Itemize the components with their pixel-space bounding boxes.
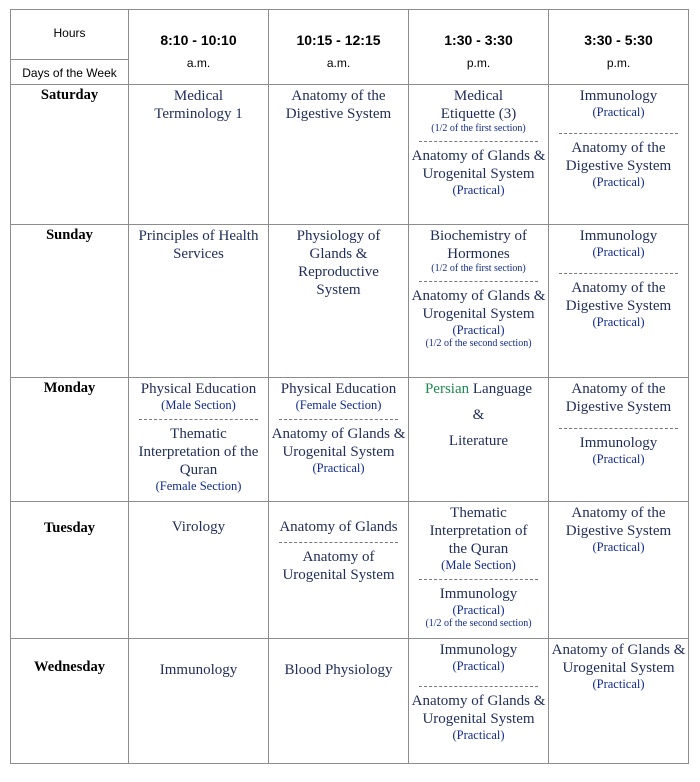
course-title: Physical Education <box>140 381 257 397</box>
course-title: Anatomy of Glands & Urogenital System <box>411 148 546 182</box>
day-cell: Monday <box>11 378 129 502</box>
course-title: Anatomy of the Digestive System <box>565 140 672 174</box>
course-title: Anatomy of the Digestive System <box>285 88 392 122</box>
slot-period: a.m. <box>186 56 211 70</box>
class-cell <box>549 378 689 502</box>
class-cell <box>409 85 549 225</box>
section-note: (1/2 of the second section) <box>425 618 532 629</box>
slot-time: 1:30 - 3:30 <box>444 32 513 48</box>
course-sub: (Practical) <box>592 315 645 329</box>
class-cell <box>409 378 549 502</box>
course-title: Virology <box>171 519 226 535</box>
course-title: Immunology <box>439 642 518 658</box>
course-title: Thematic Interpretation of the Quran <box>138 426 259 478</box>
class-cell <box>549 639 689 764</box>
slot-time: 8:10 - 10:10 <box>160 32 237 48</box>
class-cell <box>129 85 269 225</box>
course-sub: (Practical) <box>592 677 645 691</box>
row-saturday <box>11 85 689 225</box>
course-sub: (Female Section) <box>295 398 382 412</box>
divider <box>419 281 538 282</box>
divider <box>559 273 678 274</box>
course-sub: (Practical) <box>452 728 505 742</box>
course-title: Medical Terminology 1 <box>154 88 243 122</box>
course-title: Physiology of Glands & Reproductive System <box>296 228 381 298</box>
course-title: Anatomy of Glands & Urogenital System <box>271 426 406 460</box>
class-cell <box>269 378 409 502</box>
day-cell: Sunday <box>11 225 129 378</box>
course-title: Immunology <box>439 586 518 602</box>
day-cell: Saturday <box>11 85 129 225</box>
divider <box>419 686 538 687</box>
slot-header-4 <box>549 10 689 85</box>
course-sub: (Practical) <box>592 245 645 259</box>
course-title: Anatomy of the Digestive System <box>565 381 672 415</box>
course-sub: (Practical) <box>312 461 365 475</box>
persian-word: Persian <box>424 381 470 397</box>
class-cell <box>409 502 549 639</box>
divider <box>279 542 398 543</box>
divider <box>559 428 678 429</box>
course-title: Immunology <box>579 228 658 244</box>
row-sunday <box>11 225 689 378</box>
course-title: Anatomy of Glands & Urogenital System <box>551 642 686 676</box>
course-sub: (Practical) <box>592 175 645 189</box>
class-cell <box>549 225 689 378</box>
row-monday <box>11 378 689 502</box>
class-cell <box>269 225 409 378</box>
course-title: Blood Physiology <box>284 662 393 678</box>
course-sub: (Practical) <box>452 659 505 673</box>
course-sub: (Practical) <box>592 105 645 119</box>
course-title: Medical Etiquette (3) <box>440 88 517 122</box>
slot-time: 3:30 - 5:30 <box>584 32 653 48</box>
class-cell <box>549 85 689 225</box>
course-title <box>409 380 548 398</box>
class-cell <box>269 85 409 225</box>
course-title: Anatomy of Glands & Urogenital System <box>411 288 546 322</box>
class-cell <box>549 502 689 639</box>
section-note: (1/2 of the first section) <box>431 263 526 274</box>
class-cell <box>129 225 269 378</box>
slot-period: a.m. <box>326 56 351 70</box>
hours-label: Hours <box>53 26 86 40</box>
course-sub: (Female Section) <box>155 479 242 493</box>
class-cell <box>269 639 409 764</box>
course-title: Anatomy of the Digestive System <box>565 505 672 539</box>
section-note: (1/2 of the second section) <box>425 338 532 349</box>
slot-period: p.m. <box>466 56 491 70</box>
course-sub: (Practical) <box>592 452 645 466</box>
course-title: Physical Education <box>280 381 397 397</box>
course-title: Thematic Interpretation of the Quran <box>429 505 528 557</box>
course-sub: (Practical) <box>592 540 645 554</box>
slot-header-1 <box>129 10 269 85</box>
corner-header-cell <box>11 10 129 85</box>
weekly-schedule-table <box>10 9 689 764</box>
language-word: Language <box>472 381 533 397</box>
course-title: Anatomy of the Digestive System <box>565 280 672 314</box>
course-title: Immunology <box>159 662 238 678</box>
class-cell <box>409 639 549 764</box>
slot-header-3 <box>409 10 549 85</box>
class-cell <box>269 502 409 639</box>
divider <box>279 419 398 420</box>
day-cell: Wednesday <box>11 639 129 764</box>
course-title: Principles of Health Services <box>138 228 259 262</box>
days-label: Days of the Week <box>11 59 128 80</box>
row-wednesday <box>11 639 689 764</box>
divider <box>559 133 678 134</box>
section-note: (1/2 of the first section) <box>431 123 526 134</box>
class-cell <box>129 378 269 502</box>
course-title: Anatomy of Urogenital System <box>282 549 395 583</box>
class-cell <box>129 502 269 639</box>
course-title: Anatomy of Glands & Urogenital System <box>411 693 546 727</box>
divider <box>419 579 538 580</box>
header-row <box>11 10 689 85</box>
day-cell: Tuesday <box>11 502 129 639</box>
slot-header-2 <box>269 10 409 85</box>
slot-time: 10:15 - 12:15 <box>296 32 381 48</box>
course-title: Immunology <box>579 435 658 451</box>
slot-period: p.m. <box>606 56 631 70</box>
divider <box>419 141 538 142</box>
row-tuesday <box>11 502 689 639</box>
course-title: Immunology <box>579 88 658 104</box>
ampersand: & <box>472 407 485 423</box>
divider <box>139 419 258 420</box>
course-sub: (Practical) <box>452 183 505 197</box>
course-sub: (Male Section) <box>161 398 236 412</box>
class-cell <box>129 639 269 764</box>
course-sub: (Practical) <box>452 603 505 617</box>
class-cell <box>409 225 549 378</box>
course-sub: (Male Section) <box>441 558 516 572</box>
literature-word: Literature <box>448 433 509 449</box>
course-sub: (Practical) <box>452 323 505 337</box>
course-title: Anatomy of Glands <box>279 519 398 535</box>
course-title: Biochemistry of Hormones <box>429 228 528 262</box>
